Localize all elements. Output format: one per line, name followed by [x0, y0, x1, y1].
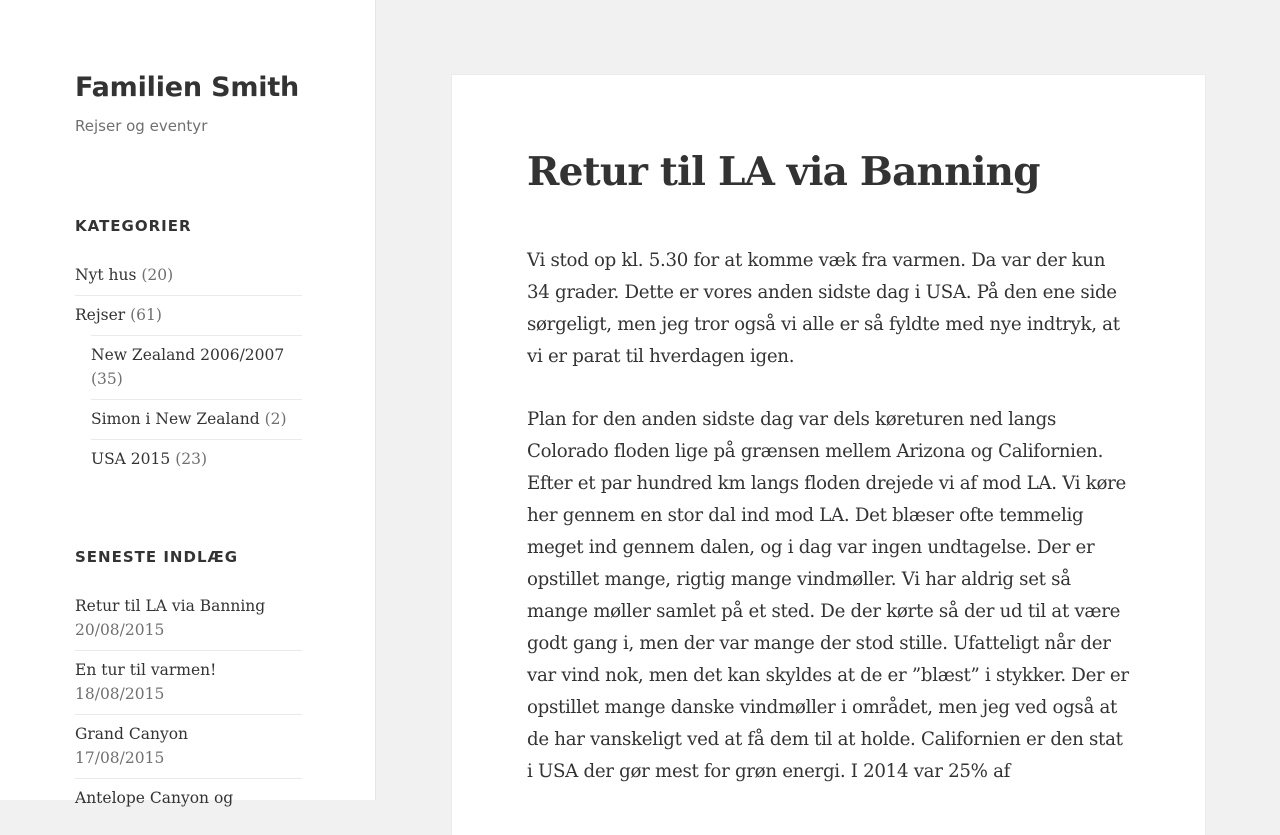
recent-posts-list	[75, 594, 302, 818]
recent-posts-widget-title: SENESTE INDLÆG	[75, 548, 239, 566]
categories-widget-title: KATEGORIER	[75, 217, 192, 235]
category-item	[91, 335, 302, 399]
recent-post-item	[75, 714, 302, 778]
category-count: (20)	[141, 266, 174, 284]
category-link[interactable]: Nyt hus	[75, 266, 137, 284]
post-content	[527, 245, 1130, 819]
category-item	[75, 263, 302, 295]
recent-post-item	[75, 650, 302, 714]
recent-post-link[interactable]: Grand Canyon	[75, 725, 189, 743]
recent-post-link[interactable]: En tur til varmen!	[75, 661, 217, 679]
category-link[interactable]: New Zealand 2006/2007	[91, 346, 285, 364]
post-title: Retur til LA via Banning	[527, 149, 1040, 195]
sidebar	[0, 0, 376, 807]
category-count: (23)	[175, 450, 208, 468]
recent-post-date: 20/08/2015	[75, 621, 165, 639]
recent-post-link[interactable]: Retur til LA via Banning	[75, 597, 266, 615]
category-count: (61)	[130, 306, 162, 324]
recent-post-date: 18/08/2015	[75, 685, 165, 703]
recent-post-date: 17/08/2015	[75, 749, 165, 767]
site-title-link[interactable]: Familien Smith	[75, 72, 300, 103]
category-count: (35)	[91, 370, 123, 388]
category-item	[91, 399, 302, 439]
category-link[interactable]: Simon i New Zealand	[91, 410, 260, 428]
recent-post-item	[75, 778, 302, 818]
post-paragraph: Vi stod op kl. 5.30 for at komme væk fra varmen. Da var der kun 34 grader. Dette er vores anden sidste dag i USA. På den ene side sørgeligt, men jeg tror også vi alle er så fyldte med nye indtryk, at vi er parat til hverdagen igen.	[527, 250, 1120, 367]
post-paragraph: Plan for den anden sidste dag var dels køreturen ned langs Colorado floden lige på grænsen mellem Arizona og Californien. Efter et par hundred km langs floden drejede vi af mod LA. Vi køre her gennem en stor dal ind mod LA. Det blæser ofte temmelig meget ind gennem dalen, og i dag var ingen undtagelse. Der er opstillet mange, rigtig mange vindmøller. Vi har aldrig set så mange møller samlet på et sted. De der kørte så der ud til at være godt gang i, men der var mange der stod stille. Ufatteligt når der var vind nok, men det kan skyldes at de er ”blæst” i stykker. Der er opstillet mange danske vindmøller i området, men jeg ved også at de har vanskeligt ved at få dem til at holde. Californien er den stat i USA der gør mest for grøn energi. I 2014 var 25% af	[527, 409, 1129, 782]
category-link[interactable]: Rejser	[75, 306, 126, 324]
recent-post-item	[75, 594, 302, 650]
site-description: Rejser og eventyr	[75, 117, 208, 135]
category-item	[91, 439, 302, 479]
recent-post-link[interactable]: Antelope Canyon og	[75, 789, 234, 807]
category-item	[75, 295, 302, 335]
post-article	[452, 75, 1205, 835]
categories-list	[75, 263, 302, 479]
category-link[interactable]: USA 2015	[91, 450, 171, 468]
category-count: (2)	[264, 410, 287, 428]
